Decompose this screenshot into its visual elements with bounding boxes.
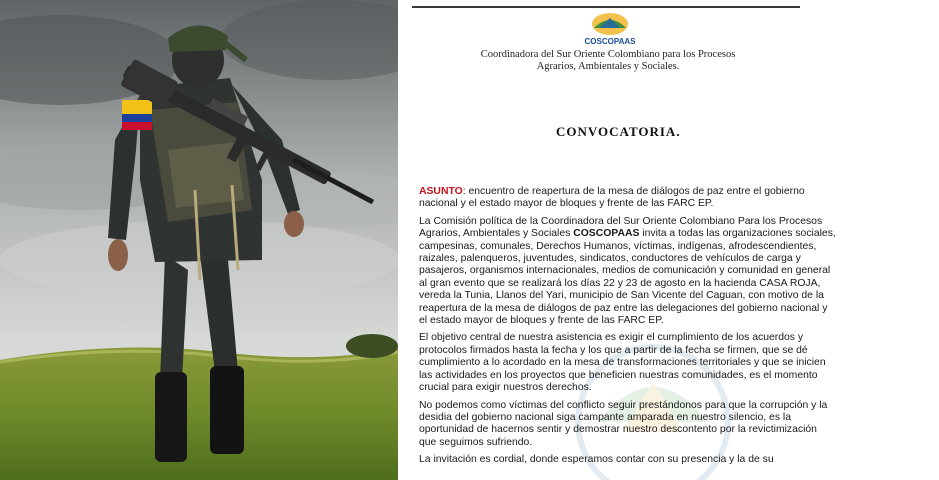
p3-line-1: No podemos como víctimas del conflicto seguir prestándonos para que la corrupción y la (419, 399, 828, 411)
p3-line-2: desidia del gobierno nacional siga campante amparada en nuestro silencio, es la (419, 411, 791, 423)
soldier-photo (0, 0, 398, 480)
org-name-line-2: Agrarios, Ambientales y Sociales. (536, 61, 680, 72)
paragraph-objective (419, 332, 939, 394)
p1-line-9: el estado mayor de bloques y frente de las FARC EP. (419, 315, 664, 327)
p1-line-2-pre: Agrarios, Ambientales y Sociales (419, 228, 574, 240)
p1-org-acronym: COSCOPAAS (573, 228, 640, 240)
p1-line-7: vereda la Tunia, Llanos del Yari, municipio de San Vicente del Caguan, con motivo de la (419, 290, 824, 302)
paragraph-closing (419, 454, 939, 466)
p3-line-4: que seguimos sufriendo. (419, 436, 533, 448)
p2-line-1: El objetivo central de nuestra asistencia es exigir el cumplimiento de los acuerdos y (419, 332, 804, 344)
p1-line-6: al gran evento que se realizará los días 22 y 23 de agosto en la hacienda CASA ROJA, (419, 277, 821, 289)
p2-line-2: protocolos firmados hasta la fecha y los que a partir de la fecha se firmen, que se dé (419, 344, 808, 356)
p1-line-1: La Comisión política de la Coordinadora del Sur Oriente Colombiano Para los Procesos (419, 215, 823, 227)
top-rule (412, 6, 800, 8)
org-name-line-1: Coordinadora del Sur Oriente Colombiano para los Procesos (480, 49, 736, 60)
p3-line-3: oportunidad de hacernos sentir y demostrar nuestro descontento por la revictimización (419, 424, 817, 436)
p2-line-4: las actividades en los proyectos que beneficien nuestras comunidades, es el momento (419, 369, 818, 381)
p2-line-3: cumplimiento a lo acordado en la mesa de transformaciones territoriales y que se inicien (419, 357, 826, 369)
document-body (419, 186, 939, 472)
coscopaas-logo-icon (578, 10, 642, 48)
asunto-label: ASUNTO (419, 186, 463, 197)
asunto-paragraph (419, 186, 939, 211)
p1-line-5: pasajeros, organismos internacionales, medios de comunicación y comunidad en general (419, 265, 831, 277)
p1-line-8: reapertura de la mesa de diálogos de paz entre las delegaciones del gobierno nacional y (419, 302, 828, 314)
p1-line-4: raizales, palenqueros, juventudes, sindicatos, conductores de vehículos de carga y (419, 253, 801, 265)
p1-line-2-post: invita a todas las organizaciones sociales, (639, 228, 836, 240)
p2-line-5: crucial para exigir nuestros derechos. (419, 382, 592, 394)
p1-line-3: campesinas, comunales, Derechos Humanos, víctimas, indígenas, afrodescendientes, (419, 240, 817, 252)
asunto-line-1: : encuentro de reapertura de la mesa de diálogos de paz entre el gobierno (462, 186, 805, 197)
paragraph-invitation (419, 216, 939, 328)
paragraph-victims (419, 400, 939, 450)
logo-text: COSCOPAAS (584, 37, 636, 46)
asunto-line-2: nacional y el estado mayor de bloques y frente de las FARC EP. (419, 198, 714, 210)
document-title: CONVOCATORIA. (556, 124, 681, 139)
convocatoria-document (398, 0, 836, 480)
p4-line-1: La invitación es cordial, donde esperamos contar con su presencia y la de su (419, 454, 774, 466)
